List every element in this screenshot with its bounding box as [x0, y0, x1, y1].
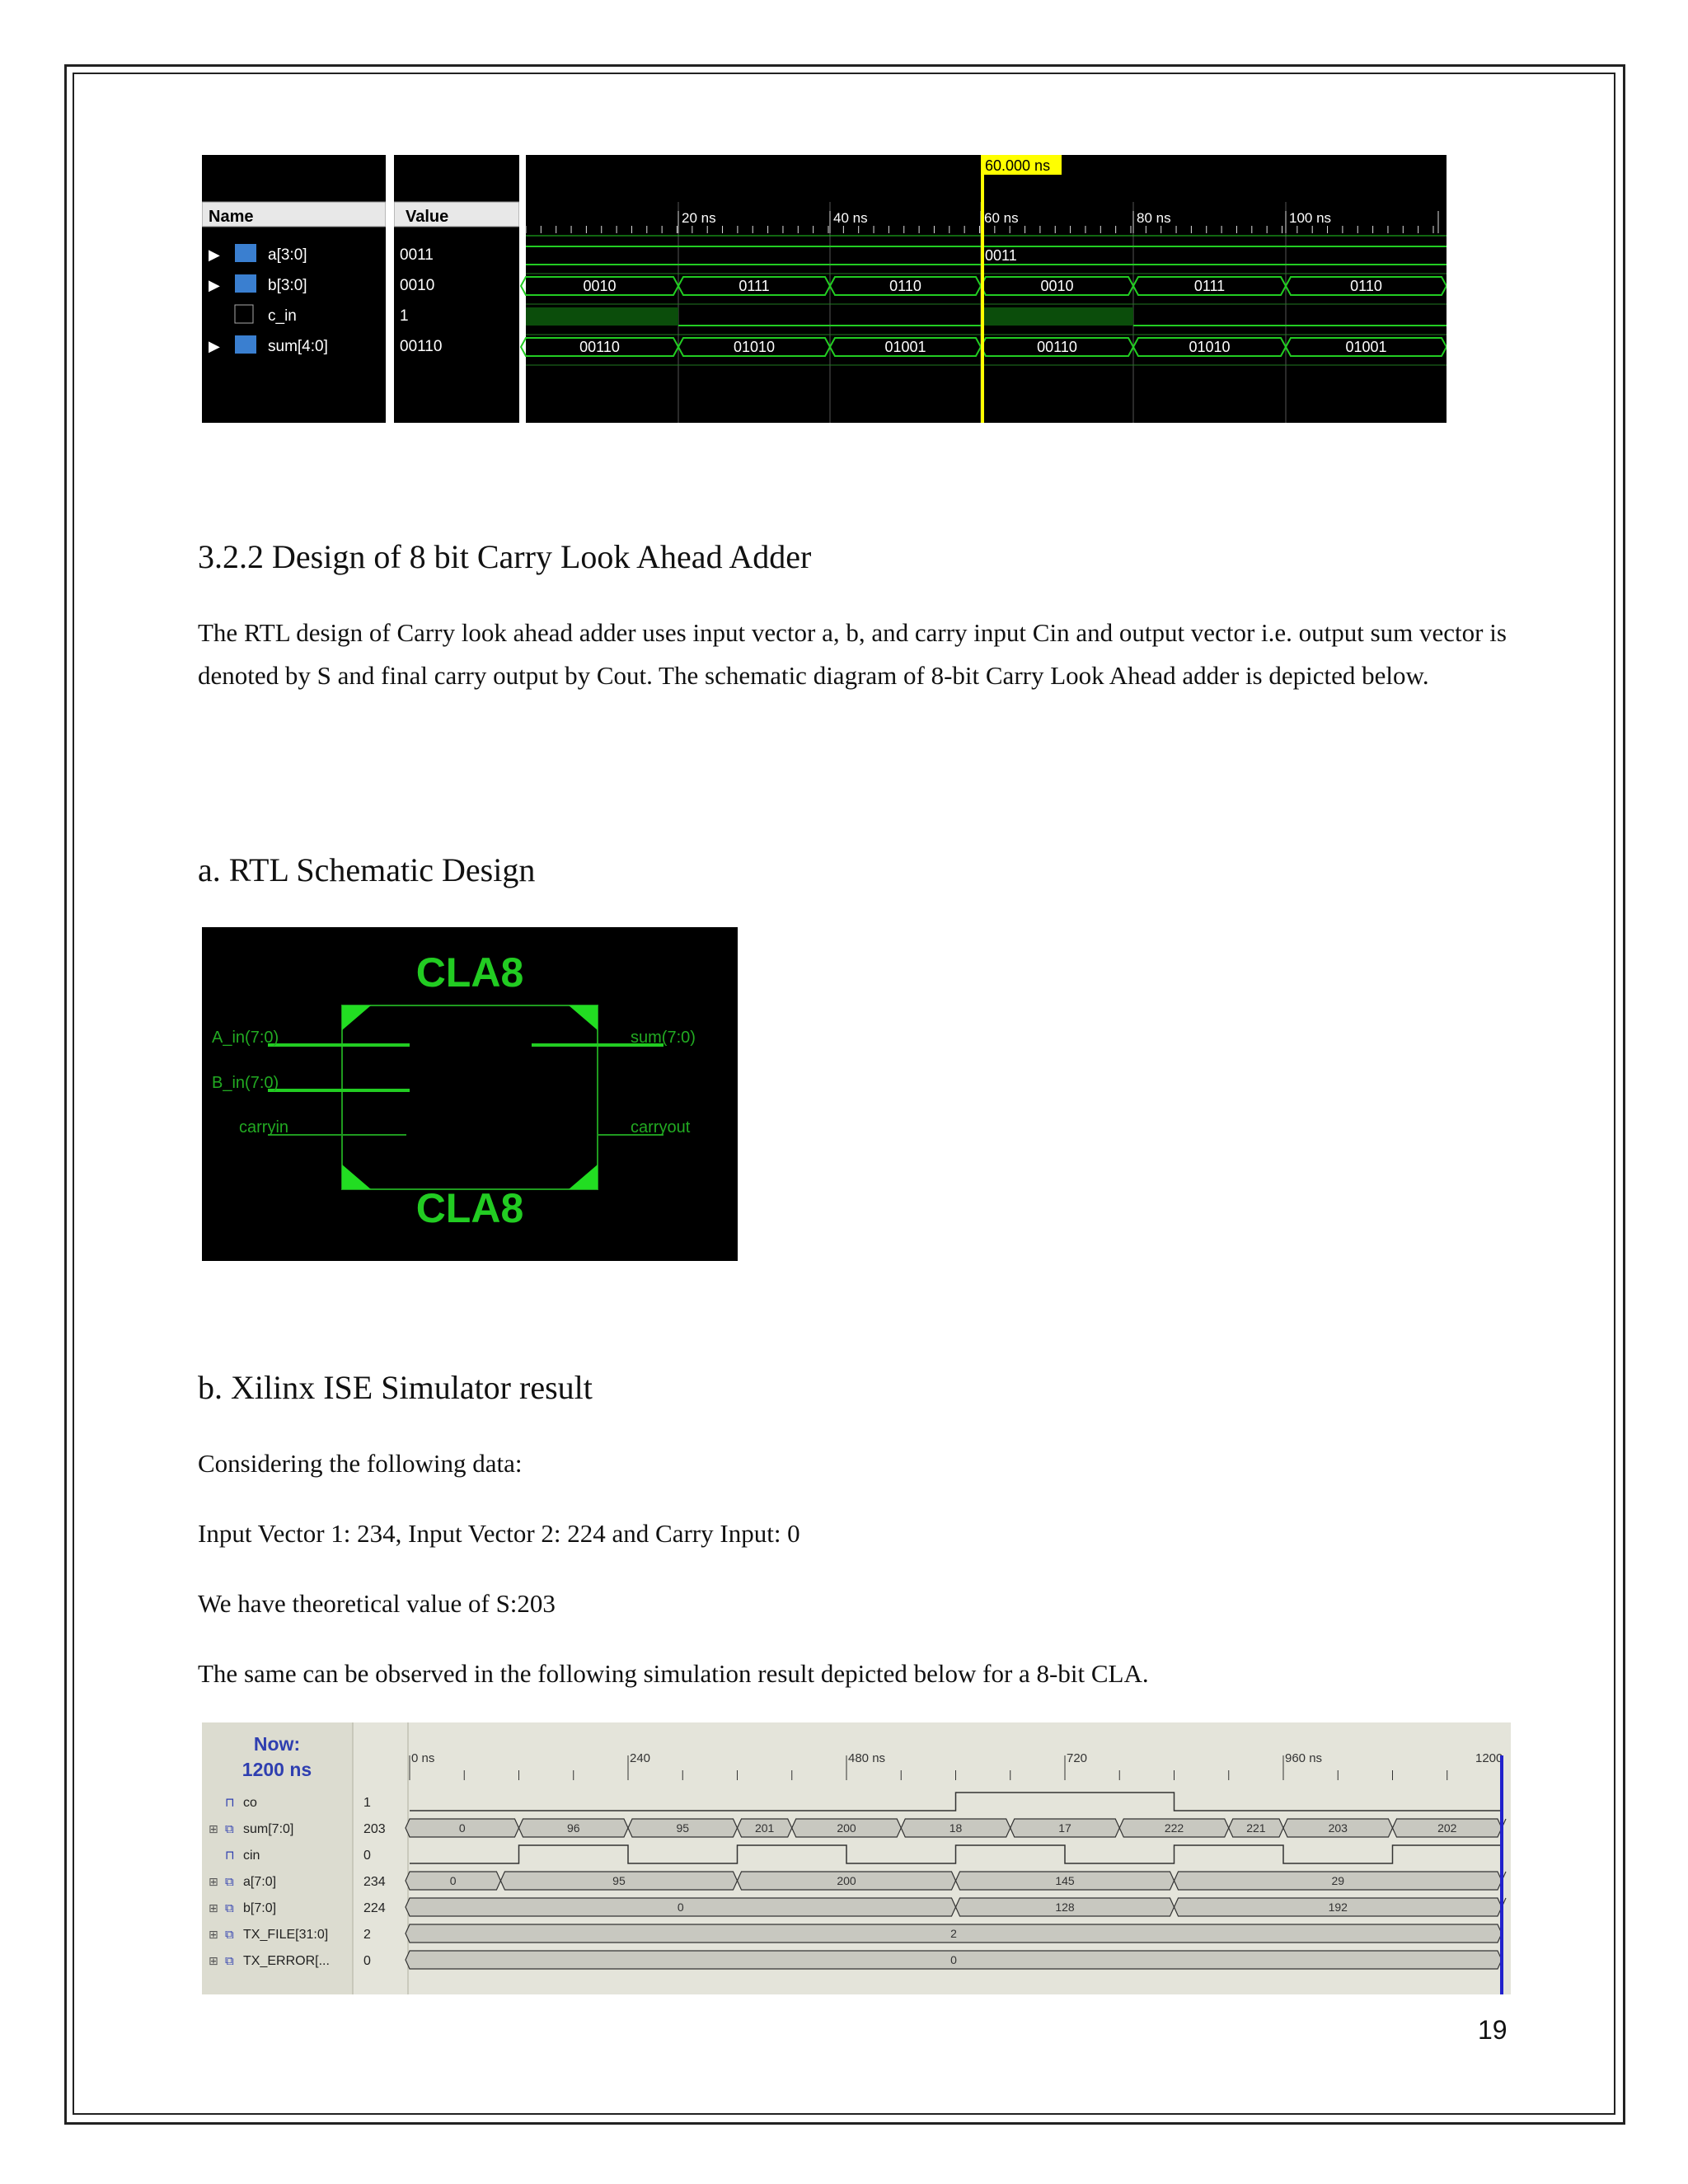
signal-name: sum[7:0]	[243, 1822, 294, 1836]
subsection-a-heading: a. RTL Schematic Design	[198, 851, 536, 888]
svg-text:b[3:0]: b[3:0]	[268, 277, 307, 294]
bus-value: 29	[1331, 1874, 1345, 1887]
bus-value: 203	[1328, 1821, 1348, 1835]
signal-value: 234	[363, 1875, 386, 1889]
value-header: Value	[406, 208, 449, 226]
expand-icon[interactable]: ⊞	[209, 1954, 218, 1967]
signal-value: 224	[363, 1901, 386, 1915]
bus-value: 0	[449, 1874, 457, 1887]
signal-type-icon: ⧉	[225, 1954, 234, 1968]
signal-name: cin	[243, 1849, 260, 1863]
time-label: 720	[1067, 1751, 1088, 1765]
expand-arrow-icon[interactable]: ▶	[209, 277, 220, 293]
time-label: 960 ns	[1285, 1751, 1323, 1765]
time-label: 80 ns	[1137, 210, 1171, 226]
bus-value: 0110	[1350, 278, 1382, 294]
bus-value: 0	[677, 1900, 684, 1914]
signal-name: b[7:0]	[243, 1901, 277, 1915]
bus-value: 0010	[583, 278, 617, 294]
bit-high	[981, 307, 1133, 326]
bus-value: 192	[1328, 1900, 1348, 1914]
bus-icon	[235, 274, 256, 293]
bus-value: 0011	[985, 247, 1017, 264]
bus-value: 17	[1058, 1821, 1071, 1835]
bus-value: 128	[1055, 1900, 1075, 1914]
expand-arrow-icon[interactable]: ▶	[209, 338, 220, 354]
time-label: 240	[630, 1751, 651, 1765]
expand-arrow-icon[interactable]: ▶	[209, 246, 220, 263]
schematic-top-label: CLA8	[415, 949, 524, 996]
waveform-4bit-simulation	[202, 155, 1447, 423]
bus-value: 01001	[1345, 339, 1387, 355]
bus-value: 221	[1246, 1821, 1266, 1835]
schematic-bottom-label: CLA8	[415, 1185, 524, 1231]
section-heading: 3.2.2 Design of 8 bit Carry Look Ahead Adder	[198, 538, 812, 575]
time-cursor[interactable]	[981, 155, 984, 423]
bus-value: 201	[754, 1821, 775, 1835]
input-a-label: A_in(7:0)	[212, 1029, 279, 1047]
time-label: 0 ns	[411, 1751, 435, 1765]
section-paragraph: The RTL design of Carry look ahead adder uses input vector a, b, and carry input Cin and output vector i.e. output sum vector is denoted by S and final carry output by Cout. The schematic diagram of 8-bit Carry Look Ahead adder is depicted below.	[198, 618, 1507, 690]
signal-name: co	[243, 1796, 257, 1810]
signal-type-icon: ⧉	[225, 1875, 234, 1889]
now-label: Now:	[253, 1733, 301, 1755]
signal-value: 203	[363, 1822, 386, 1836]
observation-line: The same can be observed in the following simulation result depicted below for a 8-bit CLA.	[198, 1659, 1149, 1688]
bus-value: 145	[1055, 1874, 1075, 1887]
bus-value: 95	[676, 1821, 690, 1835]
signal-type-icon: ⊓	[225, 1849, 235, 1863]
expand-icon[interactable]: ⊞	[209, 1822, 218, 1835]
bit-high	[526, 307, 678, 326]
bus-value: 0	[458, 1821, 466, 1835]
time-label: 40 ns	[833, 210, 868, 226]
name-header: Name	[209, 208, 254, 226]
bus-value: 18	[949, 1821, 963, 1835]
bus-value: 200	[837, 1821, 856, 1835]
svg-text:00110: 00110	[400, 338, 443, 355]
input-carry-label: carryin	[239, 1118, 289, 1137]
output-carry-label: carryout	[631, 1118, 691, 1137]
page-number: 19	[1478, 2015, 1507, 2045]
input-vectors-line: Input Vector 1: 234, Input Vector 2: 224 and Carry Input: 0	[198, 1519, 800, 1548]
bus-value: 01010	[733, 339, 776, 355]
svg-text:a[3:0]: a[3:0]	[268, 246, 307, 264]
bus-value: 0111	[1193, 278, 1226, 294]
bus-value: 01010	[1189, 339, 1231, 355]
bus-value: 2	[950, 1927, 957, 1940]
bus-value: 95	[612, 1874, 626, 1887]
svg-text:c_in: c_in	[268, 307, 297, 325]
bus-value: 200	[837, 1874, 856, 1887]
signal-type-icon: ⧉	[225, 1901, 234, 1915]
time-label: 1200	[1475, 1751, 1503, 1765]
signal-value: 2	[363, 1928, 371, 1942]
time-label: 60 ns	[984, 210, 1019, 226]
bus-value: 202	[1437, 1821, 1457, 1835]
now-value: 1200 ns	[241, 1759, 312, 1780]
expand-icon[interactable]: ⊞	[209, 1901, 218, 1915]
bus-icon	[235, 335, 256, 354]
signal-name: TX_ERROR[...	[243, 1954, 330, 1968]
svg-text:1: 1	[400, 307, 409, 325]
waveform-8bit-cla-simulation	[202, 1722, 1511, 1994]
bus-value: 01001	[884, 339, 926, 355]
signal-value: 0	[363, 1849, 371, 1863]
svg-text:0010: 0010	[400, 277, 435, 294]
cursor-time-label: 60.000 ns	[985, 157, 1051, 174]
svg-text:0011: 0011	[400, 246, 434, 264]
expand-icon[interactable]: ⊞	[209, 1928, 218, 1941]
bus-icon	[235, 244, 256, 262]
signal-type-icon: ⧉	[225, 1822, 234, 1836]
bus-value: 96	[566, 1821, 580, 1835]
output-sum-label: sum(7:0)	[631, 1029, 696, 1047]
bus-value: 222	[1164, 1821, 1184, 1835]
bus-value: 00110	[579, 339, 620, 355]
rtl-schematic	[202, 927, 738, 1261]
time-label: 100 ns	[1289, 210, 1332, 226]
bus-value: 0110	[889, 278, 921, 294]
input-b-label: B_in(7:0)	[212, 1074, 279, 1092]
data-intro-line: Considering the following data:	[198, 1449, 523, 1478]
theoretical-value-line: We have theoretical value of S:203	[198, 1589, 556, 1618]
signal-type-icon: ⊓	[225, 1796, 235, 1810]
bus-value: 0010	[1040, 278, 1074, 294]
bus-value: 00110	[1037, 339, 1077, 355]
bus-value: 0	[950, 1953, 957, 1966]
signal-type-icon: ⧉	[225, 1928, 234, 1942]
signal-value: 0	[363, 1954, 371, 1968]
expand-icon[interactable]: ⊞	[209, 1875, 218, 1888]
subsection-b-heading: b. Xilinx ISE Simulator result	[198, 1369, 593, 1406]
svg-text:sum[4:0]: sum[4:0]	[268, 338, 328, 355]
time-label: 480 ns	[848, 1751, 886, 1765]
signal-value: 1	[363, 1796, 371, 1810]
bus-value: 0111	[738, 278, 770, 294]
time-label: 20 ns	[682, 210, 716, 226]
signal-name: a[7:0]	[243, 1875, 277, 1889]
signal-row[interactable]	[209, 335, 442, 355]
signal-name: TX_FILE[31:0]	[243, 1928, 329, 1942]
